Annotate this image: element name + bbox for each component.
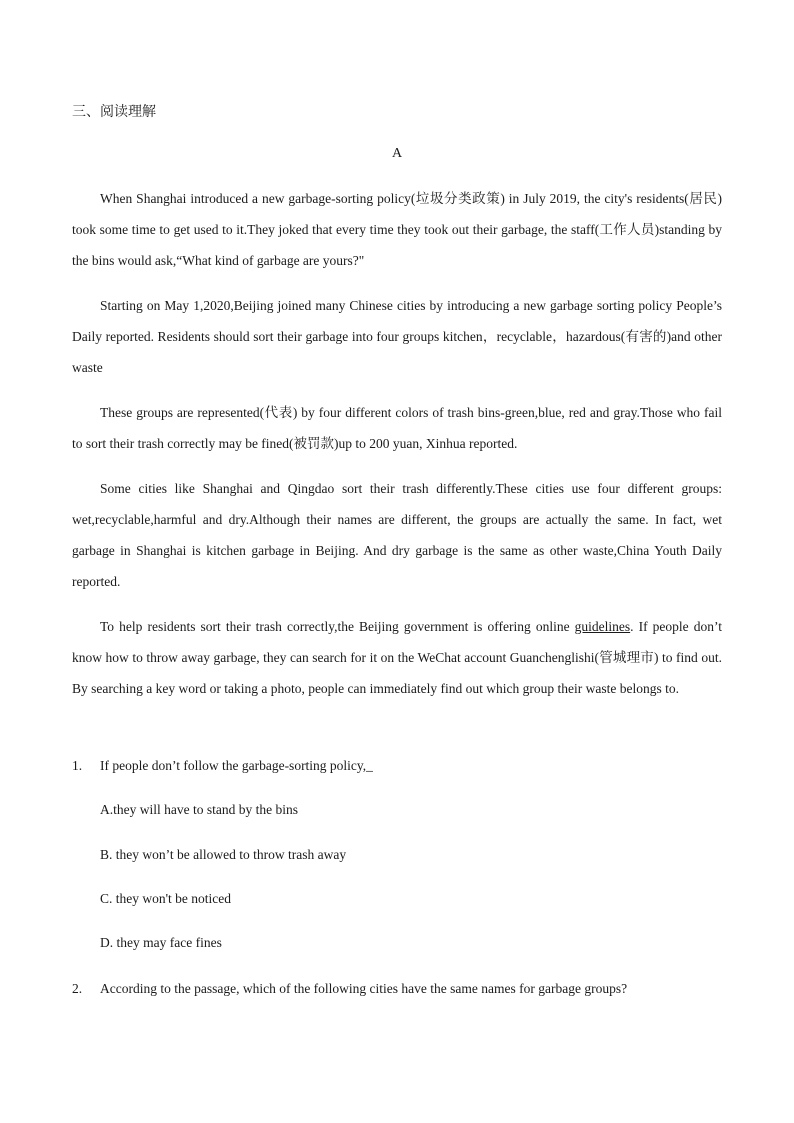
passage-letter: A	[391, 146, 403, 161]
section-heading: 三、阅读理解	[72, 104, 156, 120]
question-1-option-d: D. they may face fines	[100, 935, 222, 950]
passage-paragraph-2: Starting on May 1,2020,Beijing joined many Chinese cities by introducing a new garbage sorting policy People’s Daily reported. Residents should sort their garbage into four groups kitchen，recyclable，hazardous(有害的)and other waste	[72, 298, 722, 375]
question-1	[72, 756, 722, 776]
paragraph-5-text-after: . If people don’t know how to throw away garbage, they can search for it on the WeChat account Guanchenglishi(管城理市) to find out. By searching a key word or taking a photo, people can immediately find out which group their waste belongs to.	[72, 619, 722, 696]
passage-paragraph-3: These groups are represented(代表) by four different colors of trash bins-green,blue, red and gray.Those who fail to sort their trash correctly may be fined(被罚款)up to 200 yuan, Xinhua reported.	[72, 405, 722, 451]
question-1-number: 1.	[72, 758, 83, 773]
passage-paragraph-1: When Shanghai introduced a new garbage-sorting policy(垃圾分类政策) in July 2019, the city's residents(居民) took some time to get used to it.They joked that every time they took out their garbage, the staff(工作人员)standing by the bins would ask,“What kind of garbage are yours?"	[72, 191, 722, 268]
underlined-word-guidelines: guidelines	[574, 619, 631, 634]
paragraph-5-text-before: To help residents sort their trash correctly,the Beijing government is offering online	[100, 619, 575, 634]
question-2-number: 2.	[72, 981, 83, 996]
question-2-stem: According to the passage, which of the following cities have the same names for garbage groups?	[100, 981, 628, 996]
passage-paragraph-4: Some cities like Shanghai and Qingdao sort their trash differently.These cities use four different groups: wet,recyclable,harmful and dry.Although their names are different, the groups are actually the same. In fact, wet garbage in Shanghai is kitchen garbage in Beijing. And dry garbage is the same as other waste,China Youth Daily reported.	[72, 481, 722, 589]
question-1-option-a: A.they will have to stand by the bins	[100, 802, 298, 817]
question-2	[72, 979, 722, 999]
question-1-stem: If people don’t follow the garbage-sorting policy,_	[100, 758, 373, 773]
question-1-option-b: B. they won’t be allowed to throw trash away	[100, 847, 347, 862]
question-1-option-c: C. they won't be noticed	[100, 891, 232, 906]
passage-paragraph-5	[72, 611, 722, 704]
